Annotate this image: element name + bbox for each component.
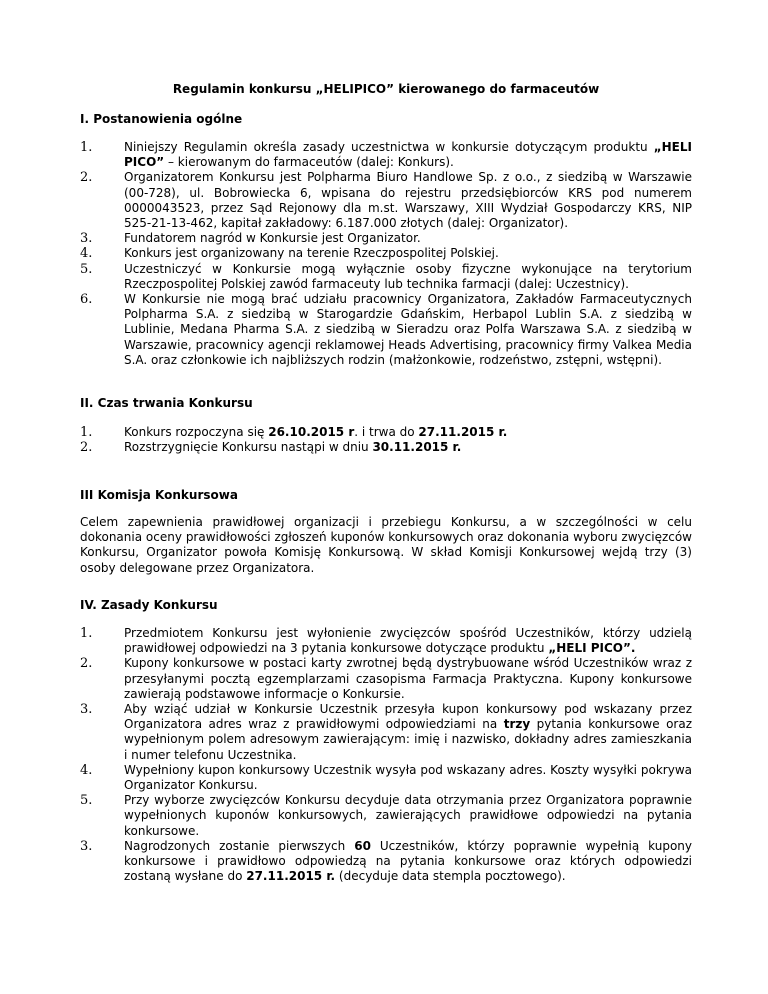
- section-heading: IV. Zasady Konkursu: [80, 598, 218, 612]
- list-item: 1. Niniejszy Regulamin określa zasady uczestnictwa w konkursie dotyczącym produktu „HELI PICO” – kierowanym do farmaceutów (dalej: Konkurs).: [80, 140, 692, 170]
- list-item: 1. Konkurs rozpoczyna się 26.10.2015 r. i trwa do 27.11.2015 r.: [80, 425, 508, 440]
- section-list: [80, 425, 692, 455]
- section-heading: III Komisja Konkursowa: [80, 488, 238, 502]
- list-item: 4. Wypełniony kupon konkursowy Uczestnik wysyła pod wskazany adres. Koszty wysyłki pokrywa Organizator Konkursu.: [80, 762, 692, 793]
- section-heading: I. Postanowienia ogólne: [80, 112, 243, 126]
- list-item: 6. W Konkursie nie mogą brać udziału pracownicy Organizatora, Zakładów Farmaceutycznych Polpharma S.A. z siedzibą w Starogardzie Gdańskim, Herbapol Lublin S.A. z siedzibą w Lublinie, Medana Pharma S.A. z siedzibą w Sieradzu oraz Polfa Warszawa S.A. z siedzibą w Warszawie, pracownicy agencji reklamowej Heads Advertising, pracownicy firmy Valkea Media S.A. oraz członkowie ich najbliższych rodzin (małżonkowie, rodzeństwo, zstępni, wstępni).: [80, 292, 692, 367]
- section-paragraph: Celem zapewnienia prawidłowej organizacji i przebiegu Konkursu, a w szczególności w celu dokonania oceny prawidłowości zgłoszeń kuponów konkursowych oraz dokonania wyboru zwycięzców Konkursu, Organizator powoła Komisję Konkursową. W skład Komisji Konkursowej wejdą trzy (3) osoby delegowane przez Organizatora.: [80, 515, 692, 575]
- section-list: [80, 140, 692, 368]
- list-item: 2. Kupony konkursowe w postaci karty zwrotnej będą dystrybuowane wśród Uczestników wraz z przesyłanymi pocztą egzemplarzami czasopisma Farmacja Praktyczna. Kupony konkursowe zawierają podstawowe informacje o Konkursie.: [80, 656, 692, 701]
- section-list: [80, 626, 692, 884]
- list-item: 3. Fundatorem nagród w Konkursie jest Organizator.: [80, 231, 421, 247]
- list-item: 3. Aby wziąć udział w Konkursie Uczestnik przesyła kupon konkursowy pod wskazany przez Organizatora adres wraz z prawidłowymi odpowiedziami na trzy pytania konkursowe oraz wypełnionym polem adresowym zawierającym: imię i nazwisko, dokładny adres zamieszkania i numer telefonu Uczestnika.: [80, 702, 692, 762]
- list-item: 5. Przy wyborze zwycięzców Konkursu decyduje data otrzymania przez Organizatora poprawnie wypełnionych kuponów konkursowych, zawierających prawidłowe odpowiedzi na pytania konkursowe.: [80, 793, 692, 838]
- list-item: 1. Przedmiotem Konkursu jest wyłonienie zwycięzców spośród Uczestników, którzy udzielą prawidłowej odpowiedzi na 3 pytania konkursowe dotyczące produktu „HELI PICO”.: [80, 626, 692, 656]
- list-item: 2. Rozstrzygnięcie Konkursu nastąpi w dniu 30.11.2015 r.: [80, 440, 462, 456]
- list-item: 4. Konkurs jest organizowany na terenie Rzeczpospolitej Polskiej.: [80, 246, 499, 262]
- list-item: 3. Nagrodzonych zostanie pierwszych 60 Uczestników, którzy poprawnie wypełnią kupony konkursowe i prawidłowo odpowiedzą na pytania konkursowe oraz których odpowiedzi zostaną wysłane do 27.11.2015 r. (decyduje data stempla pocztowego).: [80, 838, 693, 884]
- document-title: Regulamin konkursu „HELIPICO” kierowanego do farmaceutów: [172, 82, 600, 96]
- list-item: 5. Uczestniczyć w Konkursie mogą wyłącznie osoby fizyczne wykonujące na terytorium Rzeczpospolitej Polskiej zawód farmaceuty lub technika farmacji (dalej: Uczestnicy).: [80, 261, 692, 291]
- section-heading: II. Czas trwania Konkursu: [80, 396, 253, 410]
- list-item: 2. Organizatorem Konkursu jest Polpharma Biuro Handlowe Sp. z o.o., z siedzibą w Warszawie (00-728), ul. Bobrowiecka 6, wpisana do rejestru przedsiębiorców KRS pod numerem 0000043523, przez Sąd Rejonowy dla m.st. Warszawy, XIII Wydział Gospodarczy KRS, NIP 525-21-13-462, kapitał zakładowy: 6.187.000 złotych (dalej: Organizator).: [80, 170, 692, 231]
